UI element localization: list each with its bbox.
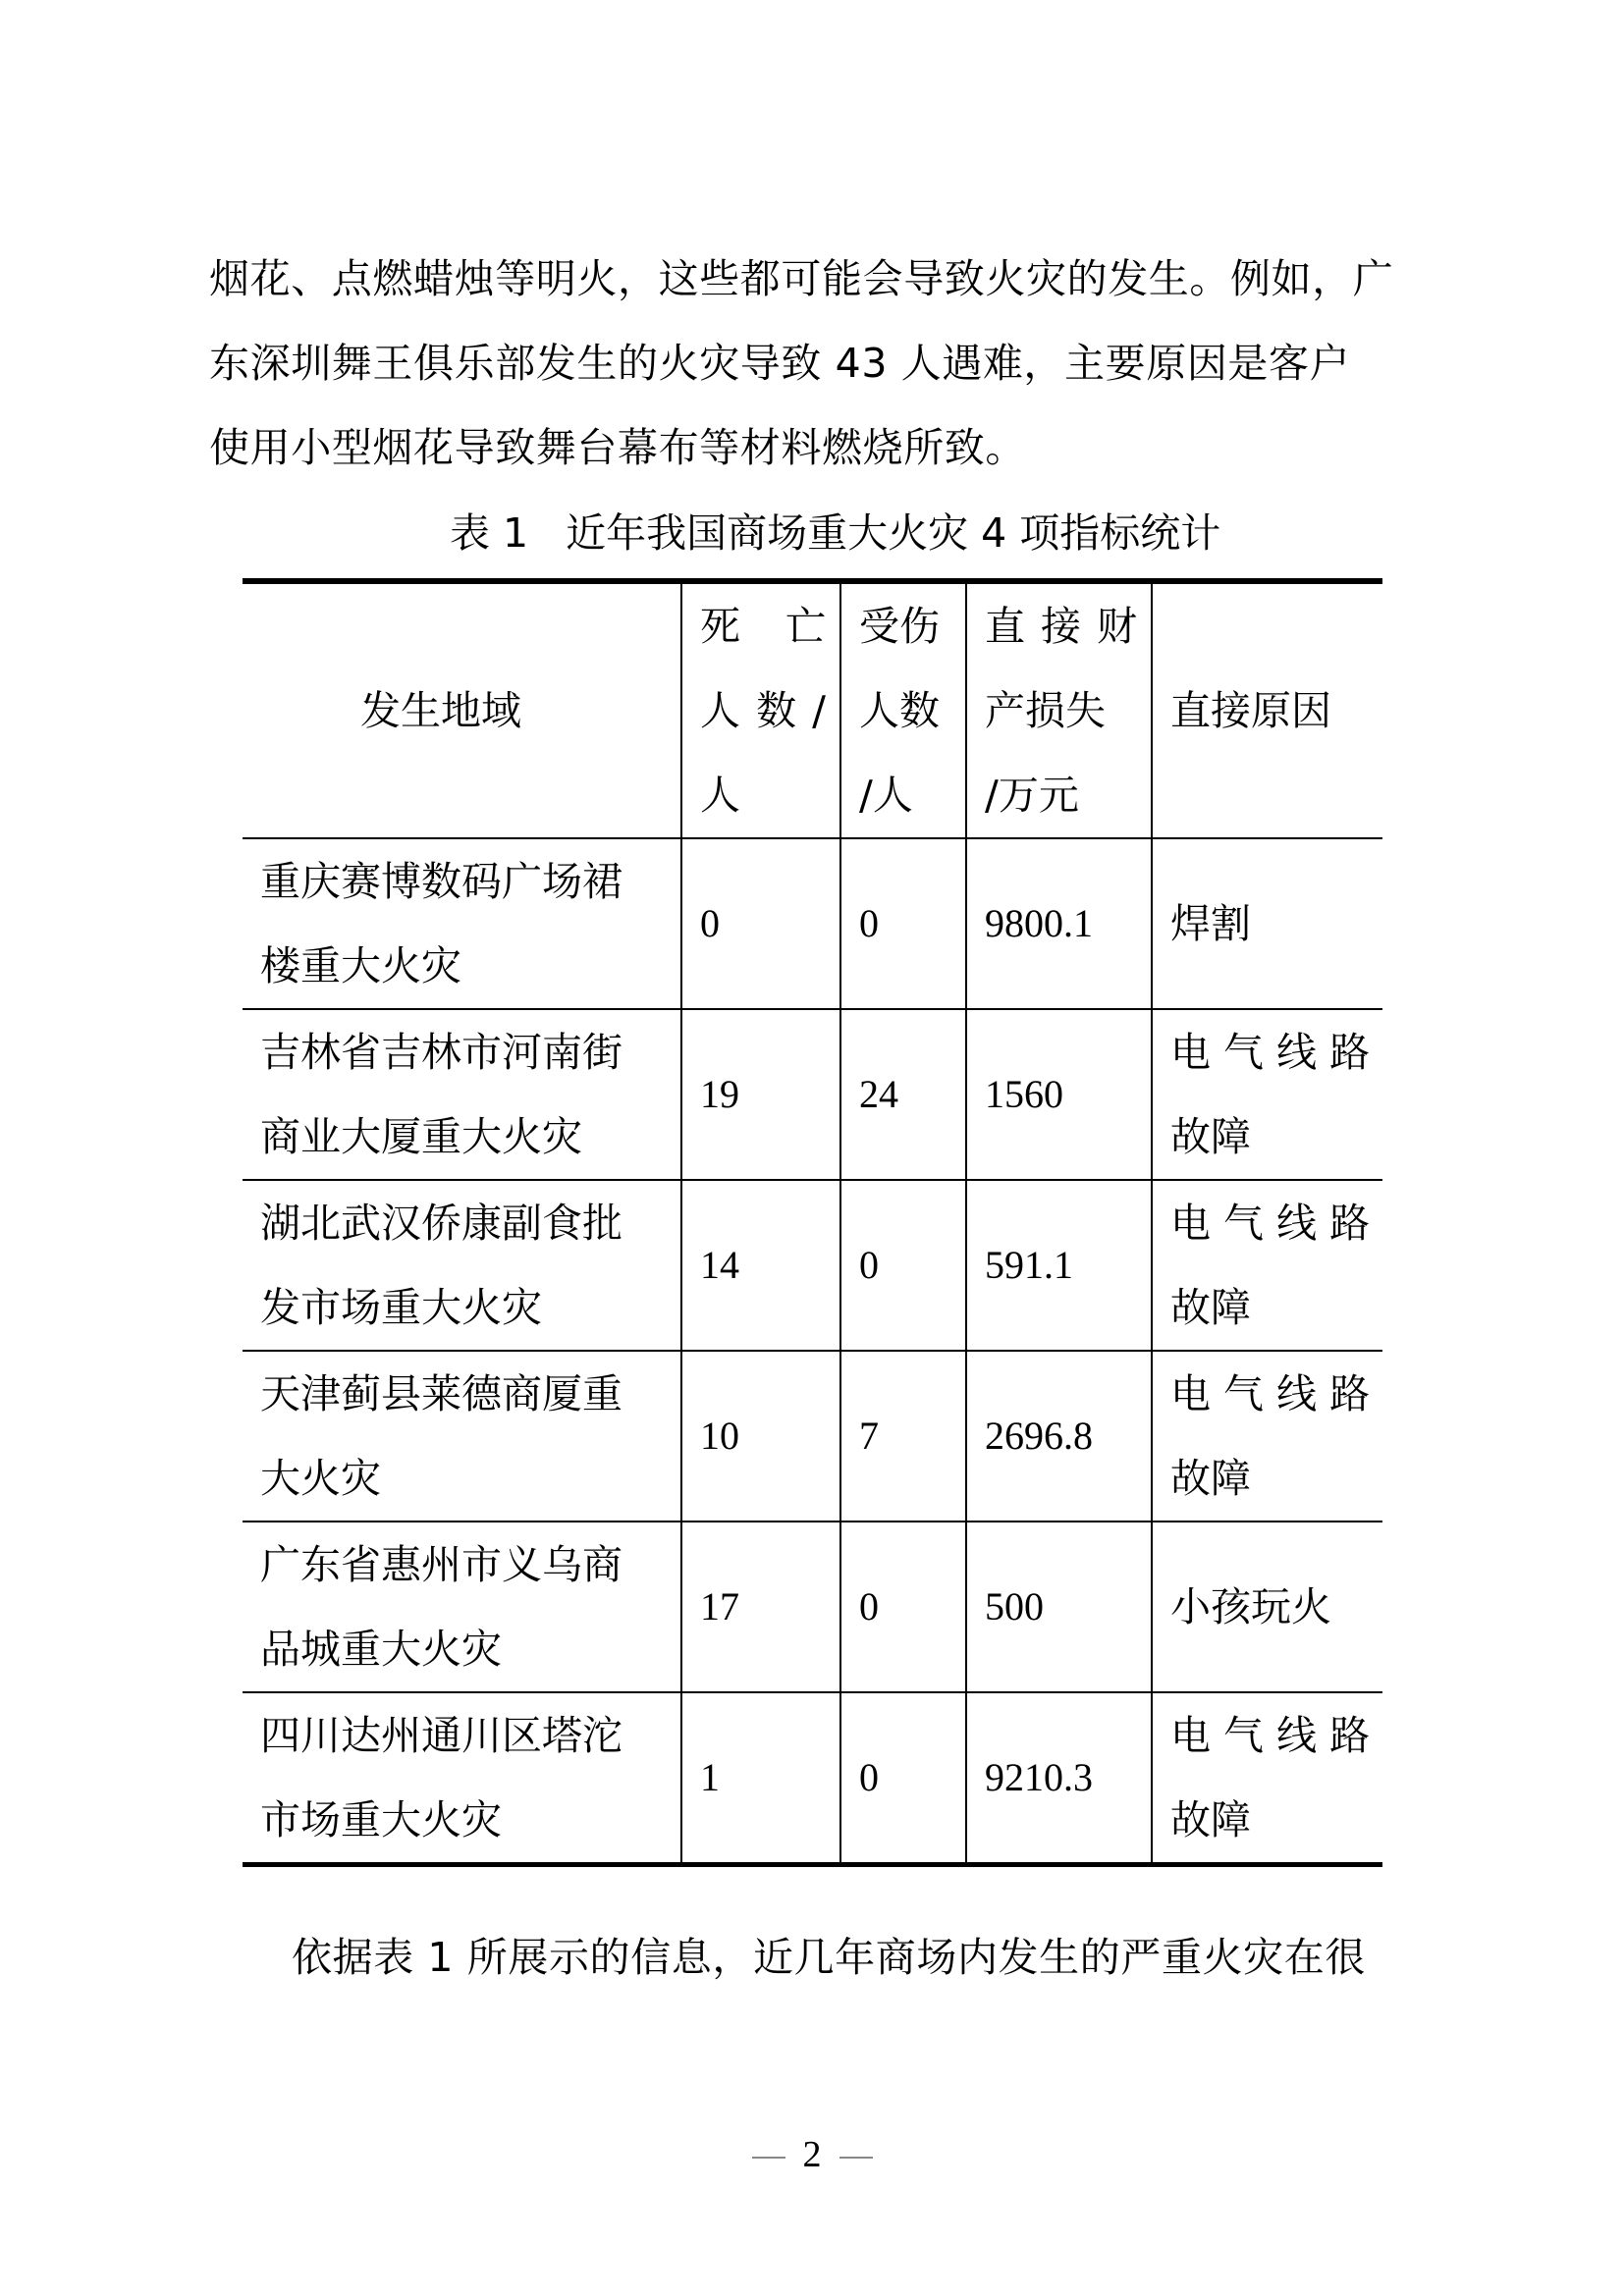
header-deaths: [681, 581, 840, 838]
cell-region: [243, 1692, 681, 1865]
header-line: /人: [859, 772, 913, 819]
cause-line: 电 气 线 路: [1170, 1029, 1371, 1076]
dash-left-decoration: [752, 2157, 785, 2159]
table-row: [243, 1351, 1382, 1522]
region-line: 四川达州通川区塔沱: [260, 1712, 623, 1759]
region-line: 市场重大火灾: [260, 1796, 502, 1843]
cell-region: [243, 1522, 681, 1692]
table-row: [243, 1009, 1382, 1180]
paragraph-line: 使用小型烟花导致舞台幕布等材料燃烧所致。: [209, 424, 1026, 471]
cause-line: 电 气 线 路: [1170, 1200, 1371, 1247]
cell-deaths: 14: [681, 1180, 840, 1351]
cell-loss: 9210.3: [966, 1692, 1152, 1865]
body-paragraph-bottom: [292, 1915, 1499, 2000]
region-line: 天津蓟县莱德商厦重: [260, 1370, 623, 1417]
region-line: 重庆赛博数码广场裙: [260, 858, 623, 905]
table-caption: [450, 507, 1220, 559]
header-line: 受伤: [859, 603, 940, 650]
cell-region: [243, 1180, 681, 1351]
header-line: /万元: [985, 772, 1079, 819]
header-region-label: 发生地域: [360, 687, 521, 734]
table-row: [243, 1180, 1382, 1351]
region-line: 吉林省吉林市河南街: [260, 1029, 623, 1076]
region-line: 发市场重大火灾: [260, 1284, 542, 1331]
header-line: 直 接 财: [985, 603, 1137, 650]
header-line: 产损失: [985, 687, 1106, 734]
table-row: [243, 1692, 1382, 1865]
cell-deaths: 0: [681, 838, 840, 1009]
cell-deaths: 17: [681, 1522, 840, 1692]
cause-line: 电 气 线 路: [1170, 1370, 1371, 1417]
cause-line: 小孩玩火: [1170, 1583, 1331, 1630]
cell-injuries: 24: [840, 1009, 966, 1180]
cell-loss: 9800.1: [966, 838, 1152, 1009]
cell-region: [243, 838, 681, 1009]
page-number: [0, 2132, 1624, 2177]
cell-cause: [1152, 1692, 1382, 1865]
paragraph-line: 烟花、点燃蜡烛等明火，这些都可能会导致火灾的发生。例如，广: [209, 255, 1394, 302]
cell-cause: [1152, 1180, 1382, 1351]
region-line: 楼重大火灾: [260, 942, 461, 989]
header-cause: [1152, 581, 1382, 838]
cell-region: [243, 1009, 681, 1180]
cell-cause: [1152, 838, 1382, 1009]
cell-loss: 1560: [966, 1009, 1152, 1180]
body-paragraph-top: [209, 237, 1417, 490]
cell-loss: 591.1: [966, 1180, 1152, 1351]
header-line: 人数: [859, 687, 940, 734]
page-number-value: 2: [802, 2134, 822, 2175]
cell-injuries: 7: [840, 1351, 966, 1522]
cause-line: 故障: [1170, 1796, 1251, 1843]
table-row: [243, 1522, 1382, 1692]
paragraph-line: 东深圳舞王俱乐部发生的火灾导致 43 人遇难，主要原因是客户: [209, 340, 1351, 387]
table-header-row: [243, 581, 1382, 838]
cause-line: 故障: [1170, 1113, 1251, 1160]
cell-loss: 500: [966, 1522, 1152, 1692]
fire-statistics-table: [243, 578, 1382, 1867]
cause-line: 焊割: [1170, 900, 1251, 947]
header-line: 人: [700, 772, 740, 819]
region-line: 品城重大火灾: [260, 1626, 502, 1673]
header-injuries: [840, 581, 966, 838]
cell-deaths: 10: [681, 1351, 840, 1522]
cause-line: 故障: [1170, 1455, 1251, 1502]
cell-loss: 2696.8: [966, 1351, 1152, 1522]
cell-cause: [1152, 1522, 1382, 1692]
header-property-loss: [966, 581, 1152, 838]
cause-line: 故障: [1170, 1284, 1251, 1331]
cell-injuries: 0: [840, 1692, 966, 1865]
cell-cause: [1152, 1009, 1382, 1180]
table-row: [243, 838, 1382, 1009]
cell-injuries: 0: [840, 1522, 966, 1692]
header-region: [243, 581, 681, 838]
region-line: 广东省惠州市义乌商: [260, 1541, 623, 1588]
region-line: 湖北武汉侨康副食批: [260, 1200, 623, 1247]
dash-right-decoration: [839, 2157, 873, 2159]
region-line: 大火灾: [260, 1455, 381, 1502]
region-line: 商业大厦重大火灾: [260, 1113, 582, 1160]
cell-injuries: 0: [840, 1180, 966, 1351]
cell-injuries: 0: [840, 838, 966, 1009]
header-line: 人 数 /: [700, 687, 826, 734]
table-caption-label: 表 1: [450, 509, 529, 557]
cell-deaths: 19: [681, 1009, 840, 1180]
cell-deaths: 1: [681, 1692, 840, 1865]
header-cause-label: 直接原因: [1170, 687, 1331, 734]
cell-region: [243, 1351, 681, 1522]
paragraph-line: 依据表 1 所展示的信息，近几年商场内发生的严重火灾在很: [292, 1934, 1366, 1981]
cause-line: 电 气 线 路: [1170, 1712, 1371, 1759]
cell-cause: [1152, 1351, 1382, 1522]
header-line: 死 亡: [700, 603, 826, 650]
table-caption-title: 近年我国商场重大火灾 4 项指标统计: [566, 509, 1221, 557]
